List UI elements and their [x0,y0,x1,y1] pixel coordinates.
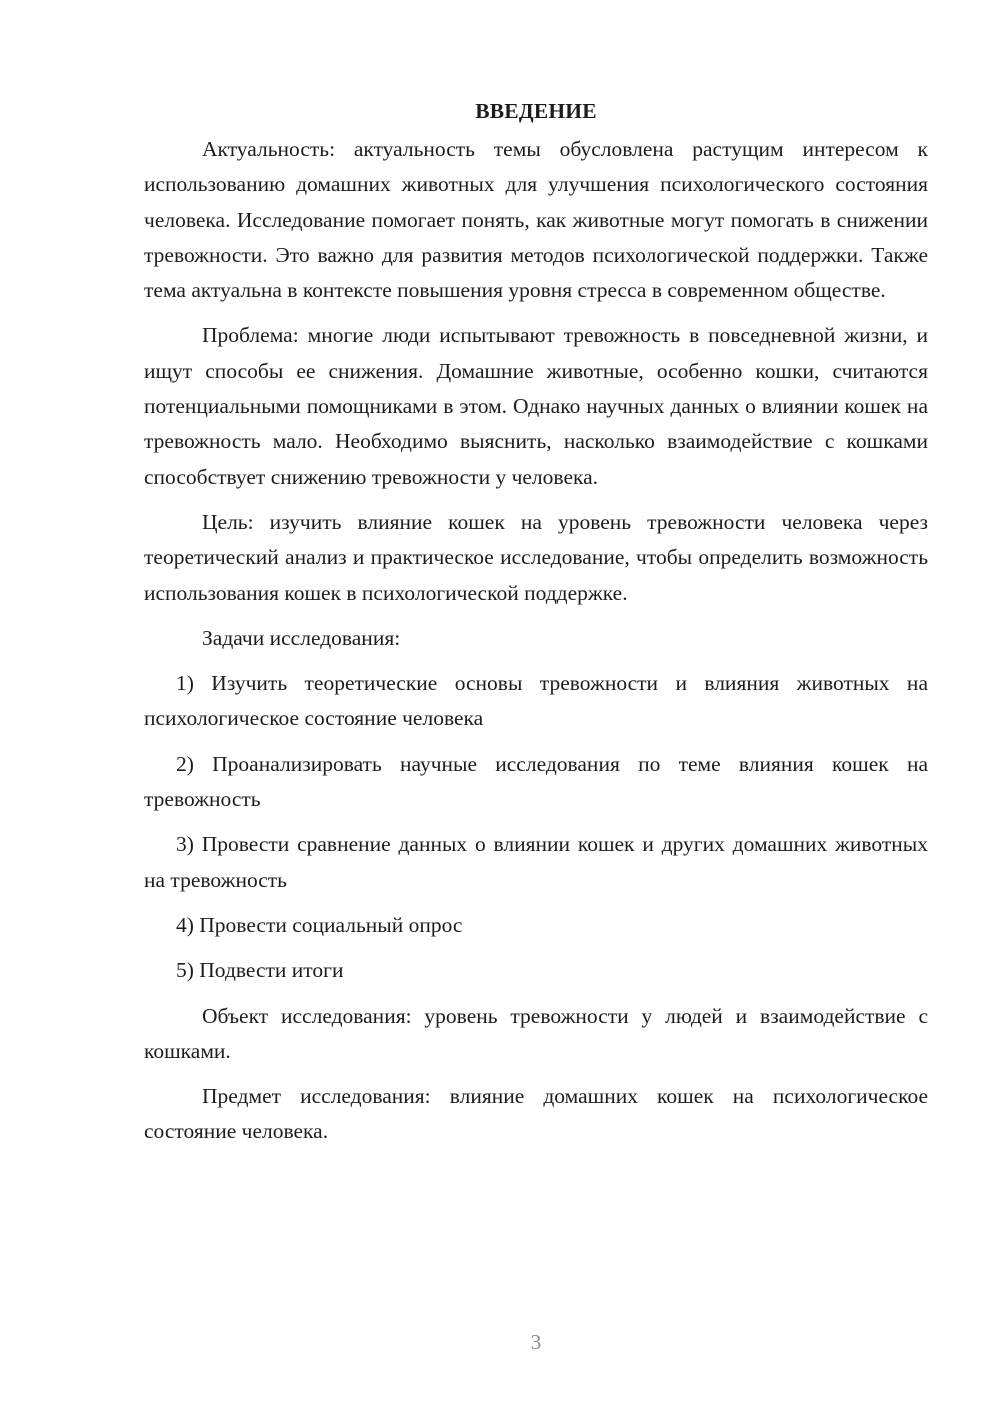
tasks-heading: Задачи исследования: [202,625,401,650]
page-number: 3 [530,1330,542,1354]
task-item-3: 3) Провести сравнение данных о влиянии кошек и других домашних животных на тревожность [144,832,928,892]
page-title: ВВЕДЕНИЕ [475,99,597,123]
task-item-2: 2) Проанализировать научные исследования по теме влияния кошек на тревожность [144,751,928,812]
paragraph-subject: Предмет исследования: влияние домашних кошек на психологическое состояние человека. [144,1084,928,1144]
paragraph-object: Объект исследования: уровень тревожности у людей и взаимодействие с кошками. [144,1003,928,1063]
paragraph-relevance: Актуальность: актуальность темы обусловлена растущим интересом к использованию домашних животных для улучшения психологического состояния человека. Исследование помогает понять, как животные могут помогать в снижении тревожности. Это важно для развития методов психологической поддержки. Также тема актуальна в контексте повышения уровня стресса в современном обществе. [144,137,928,303]
task-item-1: 1) Изучить теоретические основы тревожности и влияния животных на психологическое состояние человека [144,671,928,731]
task-item-5: 5) Подвести итоги [176,958,344,983]
page-content [144,90,928,1160]
paragraph-goal: Цель: изучить влияние кошек на уровень тревожности человека через теоретический анализ и практическое исследование, чтобы определить возможность использования кошек в психологической поддержке. [144,509,928,605]
paragraph-problem: Проблема: многие люди испытывают тревожность в повседневной жизни, и ищут способы ее снижения. Домашние животные, особенно кошки, считаются потенциальными помощниками в этом. Однако научных данных о влиянии кошек на тревожность мало. Необходимо выяснить, насколько взаимодействие с кошками способствует снижению тревожности у человека. [144,323,928,489]
task-item-4: 4) Провести социальный опрос [176,912,463,937]
